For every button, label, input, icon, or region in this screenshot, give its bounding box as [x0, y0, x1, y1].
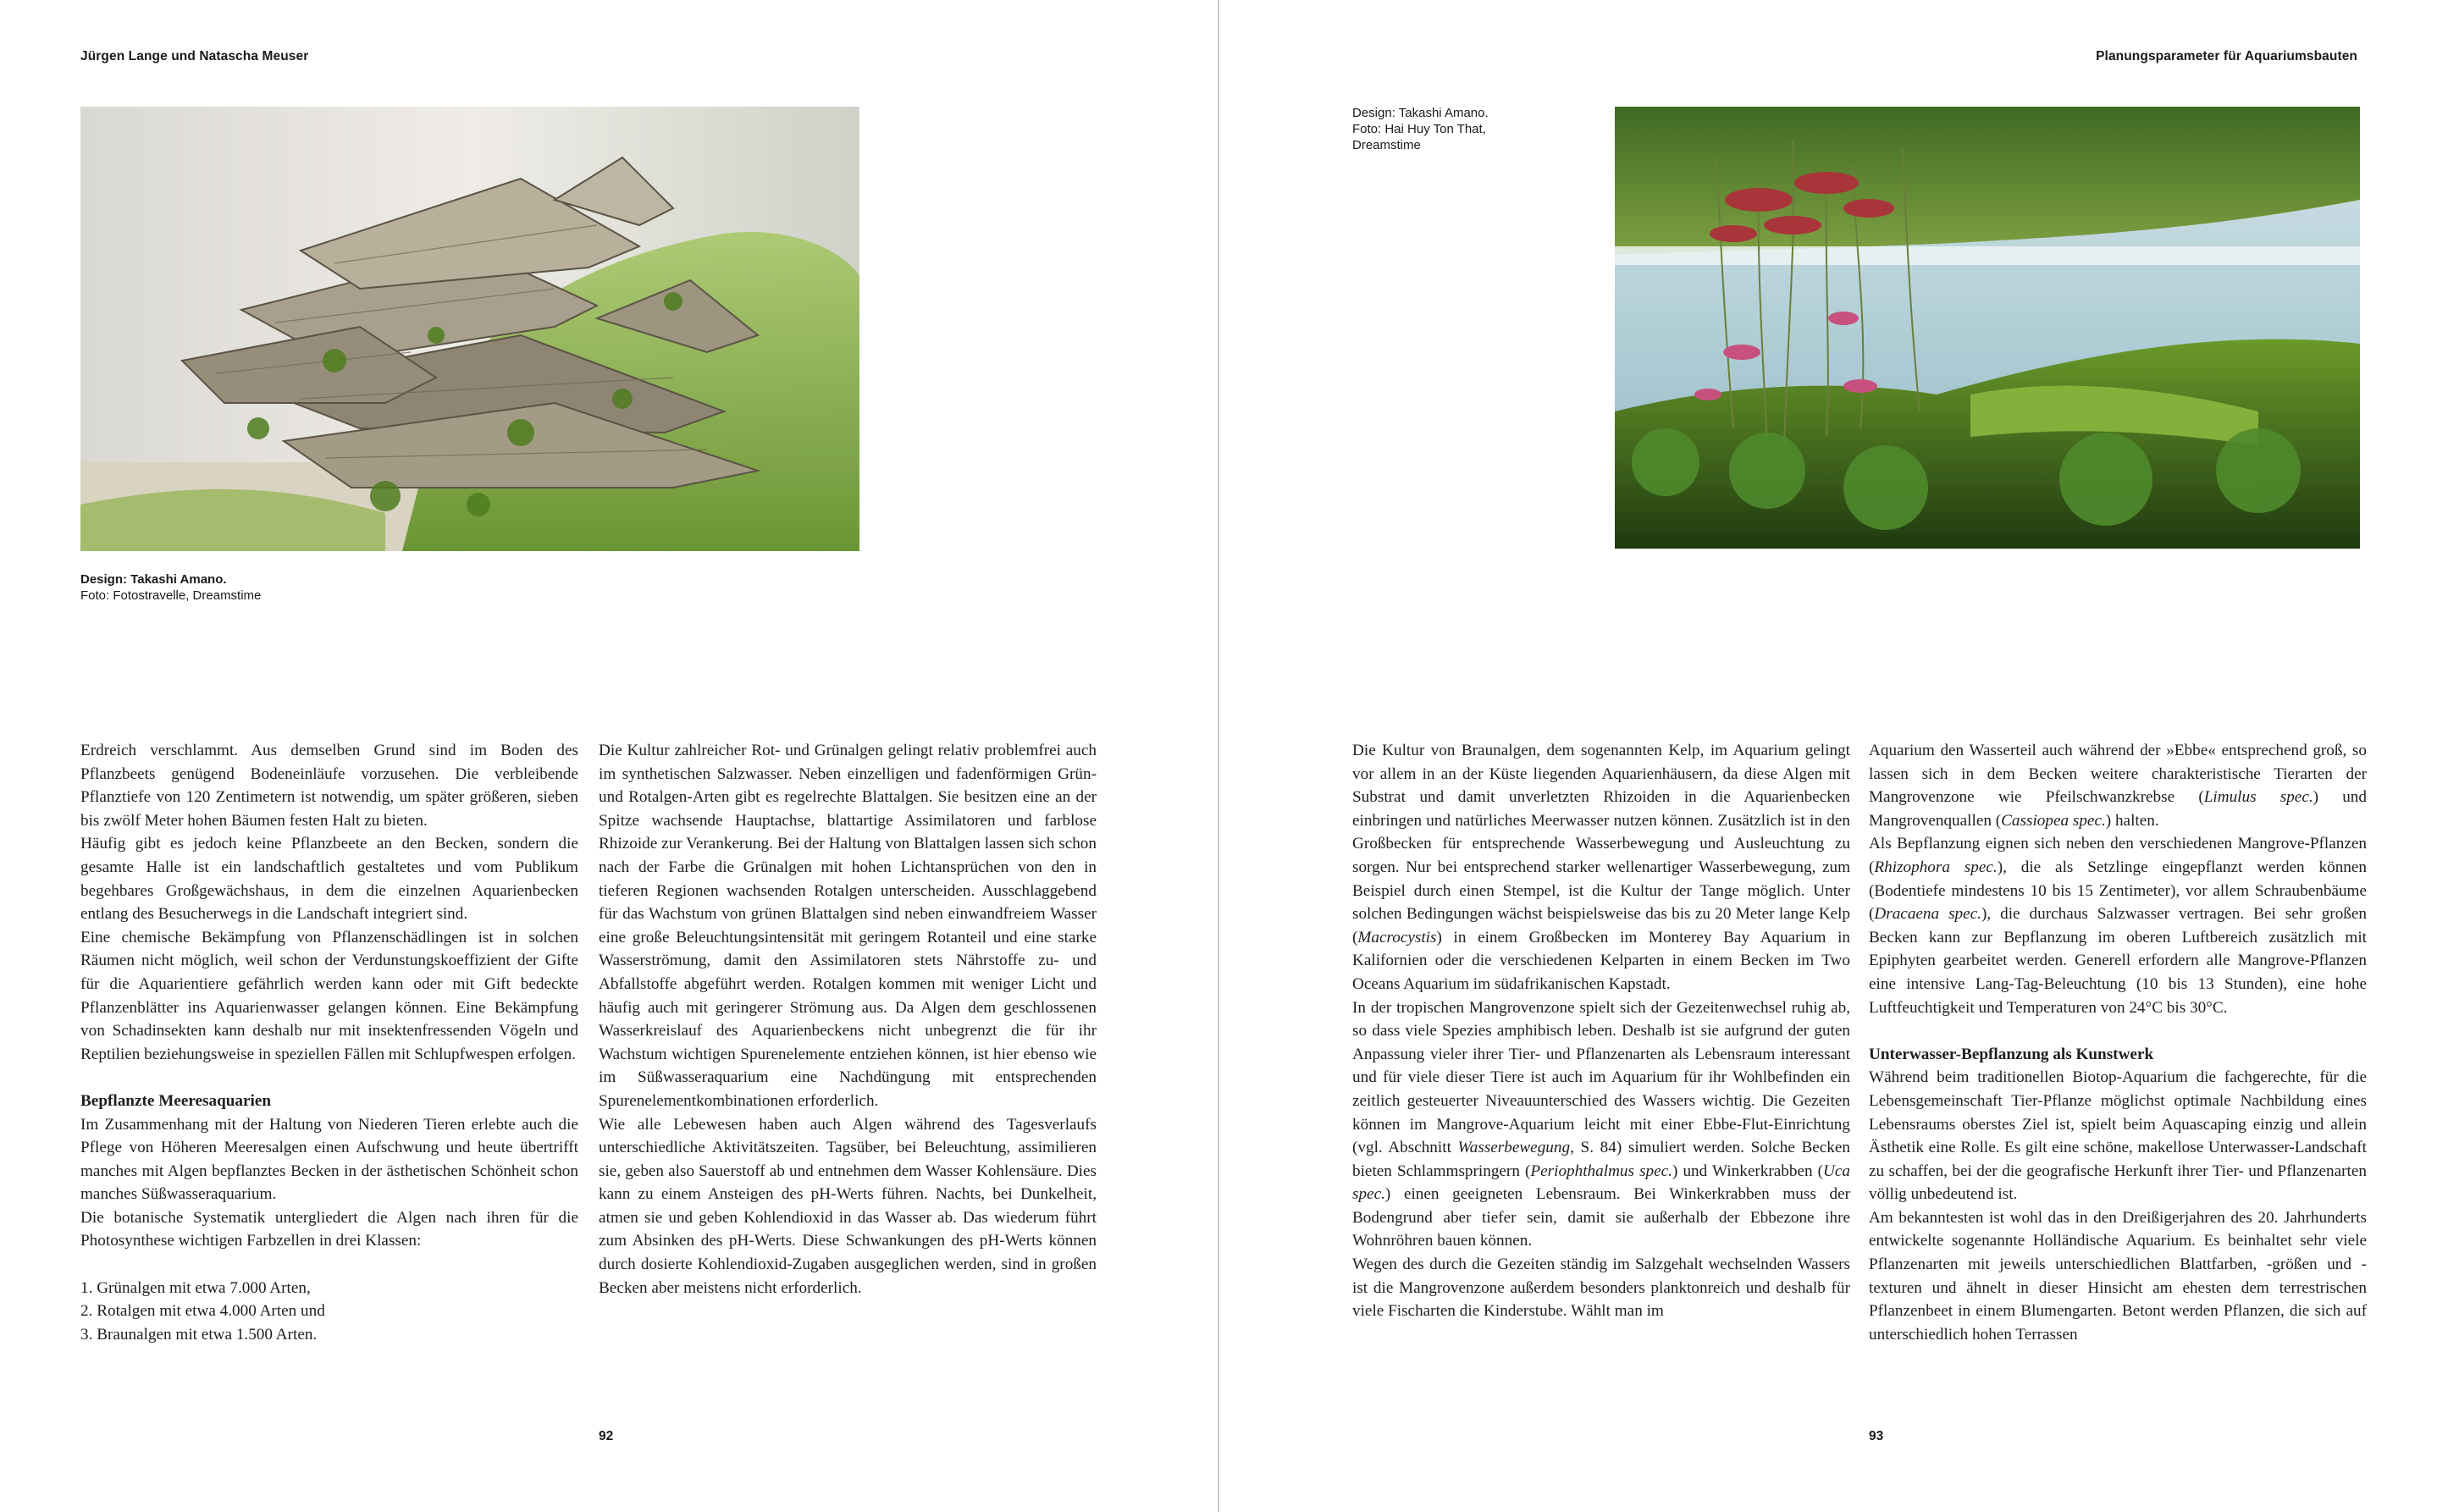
photo-caption-left [80, 571, 261, 604]
text-column-3 [1352, 739, 1850, 1323]
paragraph: In der tropischen Mangrovenzone spielt sich der Gezeitenwechsel ruhig ab, so dass viele Spezies amphibisch leben. Deshalb ist sie aufgrund der guten Anpassung vieler ihrer Tier- und Pflanzenarten als Lebensraum interessant und für viele dieser Tiere ist auch im Aquarium für ihr Wohlbefinden ein zeitlich gesteuerter Niveauunterschied des Wassers wichtig. Die Gezeiten können im Mangrove-Aquarium leicht mit einer Ebbe-Flut-Einrichtung (vgl. Abschnitt Wasserbewegung, S. 84) simuliert werden. Solche Becken bieten Schlammspringern (Periophthalmus spec.) und Winkerkrabben (Uca spec.) einen geeigneten Lebensraum. Bei Winkerkrabben muss der Bodengrund aber tiefer sein, damit sie außerhalb der Ebbezone ihre Wohnröhren bauen können. [1352, 998, 1851, 1250]
text-column-2 [599, 739, 1097, 1300]
paragraph: Die botanische Systematik untergliedert die Algen nach ihren für die Photosynthese wichtigen Farbzellen in drei Klassen: [80, 1208, 578, 1250]
section-heading: Unterwasser-Bepflanzung als Kunstwerk [1869, 1045, 2154, 1063]
caption-credit: Dreamstime [1352, 138, 1421, 152]
paragraph: Aquarium den Wasserteil auch während der »Ebbe« entsprechend groß, so lassen sich in dem Becken weitere charakteristische Tierarten der Mangrovenzone wie Pfeilschwanzkrebse (Limulus spec.) und Mangrovenquallen (Cassiopea spec.) halten. [1869, 742, 2367, 830]
text-column-4 [1869, 739, 2367, 1346]
running-head-right: Planungsparameter für Aquariumsbauten [2096, 49, 2357, 63]
paragraph: Die Kultur von Braunalgen, dem sogenannten Kelp, im Aquarium gelingt vor allem in an der Küste liegenden Aquarienhäusern, da diese Algen mit Substrat und damit unverletzten Rhizoiden in die Aquarienbecken einbringen und natürliches Meerwasser nutzen können. Zusätzlich ist in den Großbecken für entsprechende Wasserbewegung und Ausleuchtung zu sorgen. Nur bei entsprechend starker wellenartiger Wasserbewegung, zum Beispiel durch einen Stempel, ist die Kultur der Tange möglich. Unter solchen Bedingungen wächst beispielsweise das bis zu 20 Meter lange Kelp (Macrocystis) in einem Großbecken im Monterey Bay Aquarium in Kalifornien oder die verschiedenen Kelparten in einem Becken im Two Oceans Aquarium im südafrikanischen Kapstadt. [1352, 742, 1850, 993]
list-item: 2. Rotalgen mit etwa 4.000 Arten und [80, 1302, 325, 1321]
page-number-left: 92 [599, 1429, 614, 1443]
underwater-plants-illustration [1615, 107, 2360, 549]
paragraph: Eine chemische Bekämpfung von Pflanzenschädlingen ist in solchen Räumen nicht möglich, weil schon der Verdunstungskoeffizient der Gifte für die Aquarientiere gefährlich werden kann oder mit Gift bedeckte Pflanzenblätter ins Aquarienwasser gelangen können. Eine Bekämpfung von Schadinsekten kann deshalb nur mit insektenfressenden Vögeln und Reptilien beziehungsweise in speziellen Fällen mit Schlupfwespen erfolgen. [80, 928, 578, 1063]
aquascape-water-lily-photo [1615, 107, 2360, 549]
photo-caption-right [1352, 105, 1489, 153]
rock-moss-illustration [80, 107, 859, 551]
paragraph: Häufig gibt es jedoch keine Pflanzbeete an den Becken, sondern die gesamte Halle ist ein landschaftlich gestaltetes und vom Publikum begehbares Großgewächshaus, in dem die einzelnen Aquarienbecken entlang des Besucherwegs in die Landschaft integriert sind. [80, 835, 578, 924]
paragraph: Wegen des durch die Gezeiten ständig im Salzgehalt wechselnden Wassers ist die Mangrovenzone außerdem besonders planktonreich und deshalb für viele Fischarten die Kinderstube. Wählt man im [1352, 1255, 1850, 1321]
section-heading: Bepflanzte Meeresaquarien [80, 1091, 272, 1110]
paragraph: Als Bepflanzung eignen sich neben den verschiedenen Mangrove-Pflanzen (Rhizophora spec.), die als Setzlinge eingepflanzt werden können (Bodentiefe mindestens 10 bis 15 Zentimeter), vor allem Schraubenbäume (Dracaena spec.), die durchaus Salzwasser vertragen. Bei sehr großen Becken kann zur Bepflanzung im oberen Luftbereich zusätzlich mit Epiphyten gearbeitet werden. Generell erfordern alle Mangrove-Pflanzen eine intensive Lang-Tag-Beleuchtung (10 bis 13 Stunden), eine hohe Luftfeuchtigkeit und Temperaturen von 24°C bis 30°C. [1869, 835, 2367, 1017]
paragraph: Am bekanntesten ist wohl das in den Dreißigerjahren des 20. Jahrhunderts entwickelte sogenannte Holländische Aquarium. Es beinhaltet sehr viele Pflanzenarten mit jeweils unterschiedlichen Blattfarben, -größen und -texturen und ähnelt in dieser Hinsicht am ehesten dem terrestrischen Pflanzenbeet in einem Blumengarten. Betont werden Pflanzen, die sich auf unterschiedlich hohen Terrassen [1869, 1208, 2367, 1344]
aquascape-rock-photo [80, 107, 859, 551]
caption-credit: Foto: Hai Huy Ton That, [1352, 122, 1486, 136]
list-item: 1. Grünalgen mit etwa 7.000 Arten, [80, 1278, 311, 1297]
paragraph: Erdreich verschlammt. Aus demselben Grund sind im Boden des Pflanzbeets genügend Bodeneinläufe vorzusehen. Die verbleibende Pflanztiefe von 120 Zentimetern ist notwendig, um später größeren, sieben bis zwölf Meter hohen Bäumen festen Halt zu bieten. [80, 742, 578, 830]
text-column-1 [80, 739, 578, 1346]
running-head-left: Jürgen Lange und Natascha Meuser [80, 49, 309, 63]
paragraph: Während beim traditionellen Biotop-Aquarium die fachgerechte, für die Lebensgemeinschaft Tier-Pflanze möglichst optimale Nachbildung eines Lebensraums oberstes Ziel ist, spielt beim Aquascaping einzig und allein Ästhetik eine Rolle. Es gilt eine schöne, makellose Unterwasser-Landschaft zu schaffen, bei der die geografische Herkunft ihrer Tier- und Pflanzenarten völlig unbedeutend ist. [1869, 1068, 2367, 1204]
algae-class-list [80, 1277, 578, 1347]
list-item: 3. Braunalgen mit etwa 1.500 Arten. [80, 1325, 318, 1344]
paragraph: Im Zusammenhang mit der Haltung von Niederen Tieren erlebte auch die Pflege von Höheren Meeresalgen einen Aufschwung und heute übertrifft manches mit Algen bepflanztes Becken in der ästhetischen Schönheit schon manches Süßwasseraquarium. [80, 1115, 578, 1204]
caption-design: Design: Takashi Amano. [1352, 106, 1489, 120]
paragraph: Wie alle Lebewesen haben auch Algen während des Tagesverlaufs unterschiedliche Aktivitätszeiten. Tagsüber, bei Beleuchtung, assimilieren sie, geben also Sauerstoff ab und entnehmen dem Wasser Kohlensäure. Dies kann zu einem Ansteigen des pH-Werts führen. Nachts, bei Dunkelheit, atmen sie und geben Kohlendioxid in das Wasser ab. Das wiederum führt zum Absinken des pH-Werts. Diese Schwankungen des pH-Werts können durch dosierte Kohlendioxid-Zugaben ausgeglichen werden, sind in großen Becken aber meistens nicht erforderlich. [599, 1115, 1097, 1297]
caption-design: Design: Takashi Amano. [80, 572, 227, 587]
page-number-right: 93 [1869, 1429, 1884, 1443]
caption-credit: Foto: Fotostravelle, Dreamstime [80, 588, 262, 603]
gutter [1218, 0, 1219, 1512]
paragraph: Die Kultur zahlreicher Rot- und Grünalgen gelingt relativ problemfrei auch im synthetischen Salzwasser. Neben einzelligen und fadenförmigen Grün- und Rotalgen-Arten gibt es regelrechte Blattalgen. Sie besitzen eine an der Spitze wachsende Hauptachse, blattartige Assimilatoren und farblose Rhizoide zur Verankerung. Bei der Haltung von Blattalgen lassen sich schon nach der Farbe die Grünalgen mit hohen Lichtansprüchen von den in tieferen Regionen wachsenden Rotalgen unterscheiden. Ausschlaggebend für das Wachstum von grünen Blattalgen sind neben einwandfreiem Wasser eine große Beleuchtungsintensität mit geringem Rotanteil und eine starke Wasserströmung, damit den Assimilatoren stets Nährstoffe zu- und Abfallstoffe abgeführt werden. Rotalgen kommen mit weniger Licht und häufig auch mit geringerer Strömung aus. Da Algen dem geschlossenen Wasserkreislauf des Aquarienbeckens nicht unbegrenzt die für ihr Wachstum wichtigen Spurenelemente entziehen können, ist hier ebenso wie im Süßwasseraquarium eine Nachdüngung mit entsprechenden Spurenelementkombinationen erforderlich. [599, 742, 1097, 1110]
